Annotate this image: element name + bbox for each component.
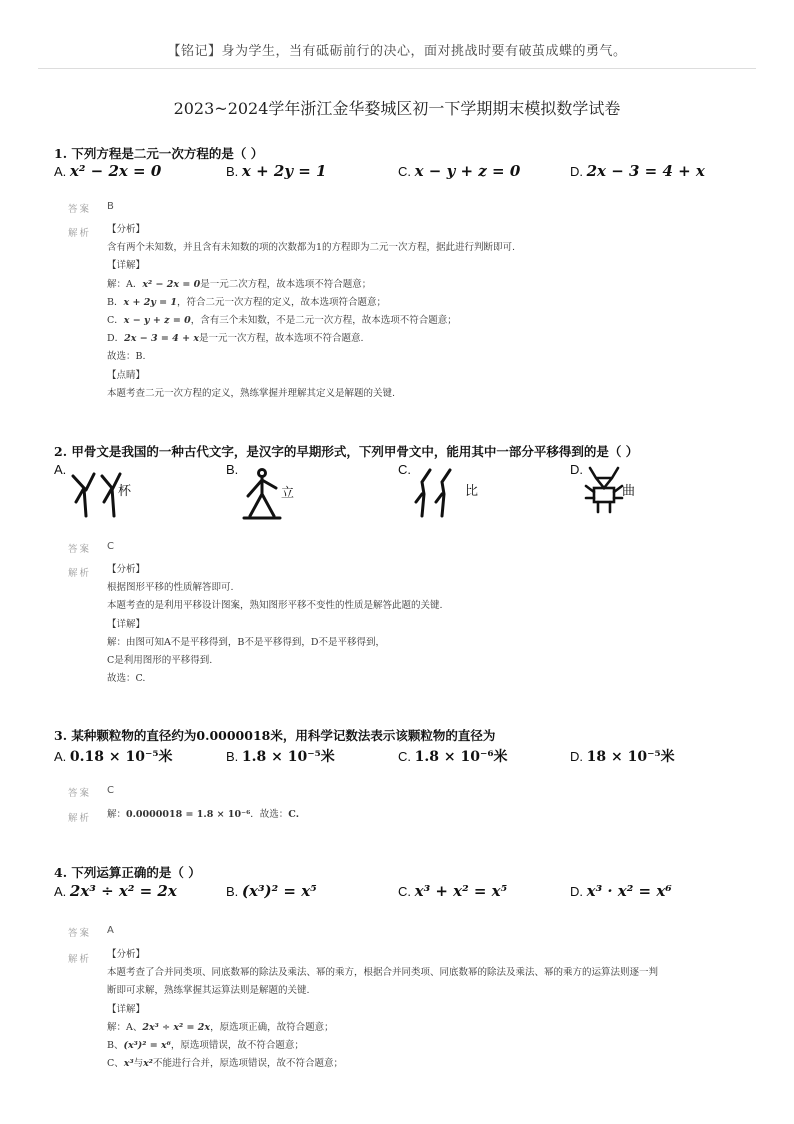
q2-option-c[interactable]: C.	[398, 462, 411, 477]
q3-answer: C	[107, 785, 114, 796]
q1-answer-label: 答案	[68, 204, 92, 215]
q4-answer: A	[107, 925, 114, 936]
q3-explanation: 解：0.0000018 = 1.8 × 10⁻⁶．故选：C.	[107, 809, 299, 820]
q1-explanation: 【分析】 含有两个未知数，并且含有未知数的项的次数都为1的方程即为二元一次方程，据此进行判断即可. 【详解】 解：A．x² − 2x = 0是一元二次方程，故本选项不符合题意； B．x + 2y = 1，符合二元一次方程的定义，故本选项符合题意； C．x − y + z = 0，含有三个未知数，不是二元一次方程，故本选项不符合题意； D．2x − 3 = 4 + x是一元一次方程，故本选项不符合题意. 故选：B. 【点睛】 本题考查二元一次方程的定义，熟练掌握并理解其定义是解题的关键.	[107, 224, 516, 399]
oracle-glyph-b-icon	[240, 466, 284, 522]
q2-option-c-char: 比	[465, 484, 479, 499]
oracle-glyph-c-icon	[412, 466, 456, 520]
question-4-stem: 4. 下列运算正确的是（ ）	[54, 865, 201, 880]
q2-option-c-glyph[interactable]	[412, 466, 456, 520]
q2-option-b[interactable]: B.	[226, 462, 239, 477]
q2-option-a[interactable]: A.	[54, 462, 67, 477]
q2-option-b-char: 立	[281, 486, 295, 501]
q4-explain-label: 解析	[68, 954, 92, 965]
q4-explanation: 【分析】 本题考查了合并同类项、同底数幂的除法及乘法、幂的乘方，根据合并同类项、同底数幂的除法及乘法、幂的乘方的运算法则逐一判 断即可求解，熟练掌握其运算法则是解题的关键. 【详解】 解：A、2x³ ÷ x² = 2x，原选项正确，故符合题意； B、(x³)² = x⁶，原选项错误，故不符合题意； C、x³与x²不能进行合并，原选项错误，故不符合题意；	[107, 949, 659, 1070]
q3-option-a[interactable]: A. 0.18 × 10⁻⁵米	[54, 749, 173, 765]
q4-option-d[interactable]: D. x³ · x² = x⁶	[570, 882, 672, 900]
q4-option-a[interactable]: A. 2x³ ÷ x² = 2x	[54, 882, 177, 900]
q3-option-d[interactable]: D. 18 × 10⁻⁵米	[570, 749, 675, 765]
q3-explain-label: 解析	[68, 813, 92, 824]
q1-option-b[interactable]: B. x + 2y = 1	[226, 162, 327, 180]
q4-answer-label: 答案	[68, 928, 92, 939]
question-1-stem: 1. 下列方程是二元一次方程的是（ ）	[54, 146, 264, 161]
q1-explain-label: 解析	[68, 228, 92, 239]
q2-option-d-glyph[interactable]	[584, 464, 624, 518]
q2-answer: C	[107, 541, 114, 552]
q2-answer-label: 答案	[68, 544, 92, 555]
q2-explanation: 【分析】 根据图形平移的性质解答即可. 本题考查的是利用平移设计图案，熟知图形平移不变性的性质是解答此题的关键. 【详解】 解：由图可知A不是平移得到，B不是平移得到，D不是平移得到， C是利用图形的平移得到. 故选：C.	[107, 564, 443, 685]
question-3-stem: 3. 某种颗粒物的直径约为0.0000018米，用科学记数法表示该颗粒物的直径为	[54, 728, 496, 743]
page-title: 2023~2024学年浙江金华婺城区初一下学期期末模拟数学试卷	[173, 99, 621, 118]
q2-option-b-glyph[interactable]	[240, 466, 284, 522]
q2-explain-label: 解析	[68, 568, 92, 579]
q4-option-c[interactable]: C. x³ + x² = x⁵	[398, 882, 508, 900]
q3-option-c[interactable]: C. 1.8 × 10⁻⁶米	[398, 749, 508, 765]
q2-option-d[interactable]: D.	[570, 462, 583, 477]
q1-option-c[interactable]: C. x − y + z = 0	[398, 162, 521, 180]
q3-option-b[interactable]: B. 1.8 × 10⁻⁵米	[226, 749, 335, 765]
q4-option-b[interactable]: B. (x³)² = x⁵	[226, 882, 317, 900]
oracle-glyph-d-icon	[584, 464, 624, 518]
q3-answer-label: 答案	[68, 788, 92, 799]
q2-option-d-char: 曲	[622, 484, 636, 499]
header-divider	[38, 68, 756, 69]
question-2-stem: 2. 甲骨文是我国的一种古代文字，是汉字的早期形式，下列甲骨文中，能用其中一部分平移得到的是（ ）	[54, 444, 639, 459]
q1-option-a[interactable]: A. x² − 2x = 0	[54, 162, 162, 180]
motto-banner: 【铭记】身为学生，当有砥砺前行的决心，面对挑战时要有破茧成蝶的勇气。	[167, 44, 627, 59]
q1-option-d[interactable]: D. 2x − 3 = 4 + x	[570, 162, 705, 180]
q1-answer: B	[107, 201, 114, 212]
q2-option-a-char: 杯	[118, 484, 132, 499]
